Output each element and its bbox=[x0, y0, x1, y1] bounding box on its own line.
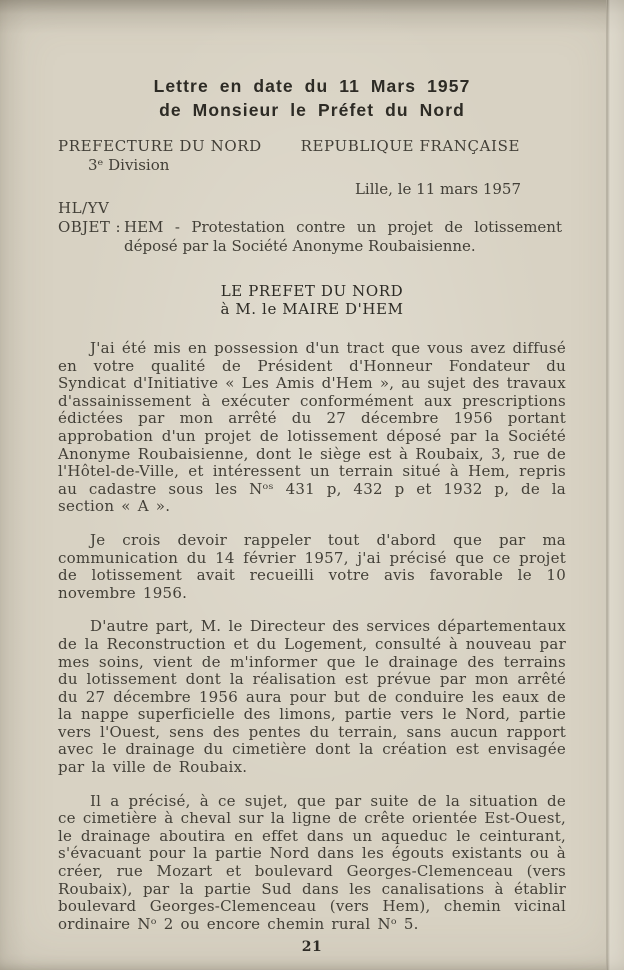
paragraph-3: D'autre part, M. le Directeur des services départementaux de la Reconstruction et du Logement, consulté à nouveau par mes soins, vient de m'informer que le drainage des terrains du lotissement dont la réalisation est prévue par mon arrêté du 27 décembre 1956 aura pour but de conduire les eaux de la nappe superficielle des limons, partie vers le Nord, partie vers l'Ouest, sens des pentes du terrain, sans aucun rapport avec le drainage du cimetière dont la création est envisagée par la ville de Roubaix. bbox=[58, 617, 566, 777]
header-orgs-row bbox=[58, 137, 566, 156]
objet-row bbox=[58, 218, 566, 256]
letter-body bbox=[58, 340, 566, 933]
paragraph-4: Il a précisé, à ce sujet, que par suite de la situation de ce cimetière à cheval sur la ligne de crête orientée Est-Ouest, le drainage aboutira en effet dans un aqueduc le ceinturant, s'évacuant pour la partie Nord dans les égouts existants ou à créer, rue Mozart et boulevard Georges-Clemenceau (vers Roubaix), par la partie Sud dans les canalisations à établir boulevard Georges-Clemenceau (vers Hem), chemin vicinal ordinaire Nᵒ 2 ou encore chemin rural Nᵒ 5. bbox=[58, 791, 566, 933]
letter-title bbox=[58, 74, 566, 122]
letter-title-line1: Lettre en date du 11 Mars 1957 bbox=[153, 76, 471, 96]
addressee-line1: LE PREFET DU NORD bbox=[220, 282, 404, 300]
objet-label: OBJET : bbox=[58, 218, 121, 236]
addressee-block bbox=[58, 282, 566, 318]
addressee-line2: à M. le MAIRE D'HEM bbox=[220, 300, 404, 318]
page-edge-shadow bbox=[606, 0, 624, 970]
dateline: Lille, le 11 mars 1957 bbox=[354, 180, 521, 198]
reference-code: HL/YV bbox=[58, 199, 110, 217]
paragraph-1: J'ai été mis en possession d'un tract que vous avez diffusé en votre qualité de Président d'Honneur Fondateur du Syndicat d'Initiative « Les Amis d'Hem », au sujet des travaux d'assainissement à exécuter conformément aux prescriptions édictées par mon arrêté du 27 décembre 1956 portant approbation d'un projet de lotissement déposé par la Société Anonyme Roubaisienne, dont le siège est à Roubaix, 3, rue de l'Hôtel-de-Ville, et intéressent un terrain situé à Hem, repris au cadastre sous les Nᵒˢ 431 p, 432 p et 1932 p, de la section « A ». bbox=[58, 339, 566, 516]
letter-header bbox=[58, 137, 566, 256]
division-label: 3ᵉ Division bbox=[88, 156, 170, 174]
objet-text: HEM - Protestation contre un projet de lotissement déposé par la Société Anonyme Roubaisienne. bbox=[124, 218, 562, 255]
paragraph-2: Je crois devoir rappeler tout d'abord que par ma communication du 14 février 1957, j'ai précisé que ce projet de lotissement avait recueilli votre avis favorable le 10 novembre 1956. bbox=[58, 530, 566, 602]
prefecture-name: PREFECTURE DU NORD bbox=[58, 137, 262, 155]
republique-name: REPUBLIQUE FRANÇAISE bbox=[300, 137, 520, 155]
letter-title-line2: de Monsieur le Préfet du Nord bbox=[159, 100, 465, 120]
page-number: 21 bbox=[301, 939, 323, 955]
